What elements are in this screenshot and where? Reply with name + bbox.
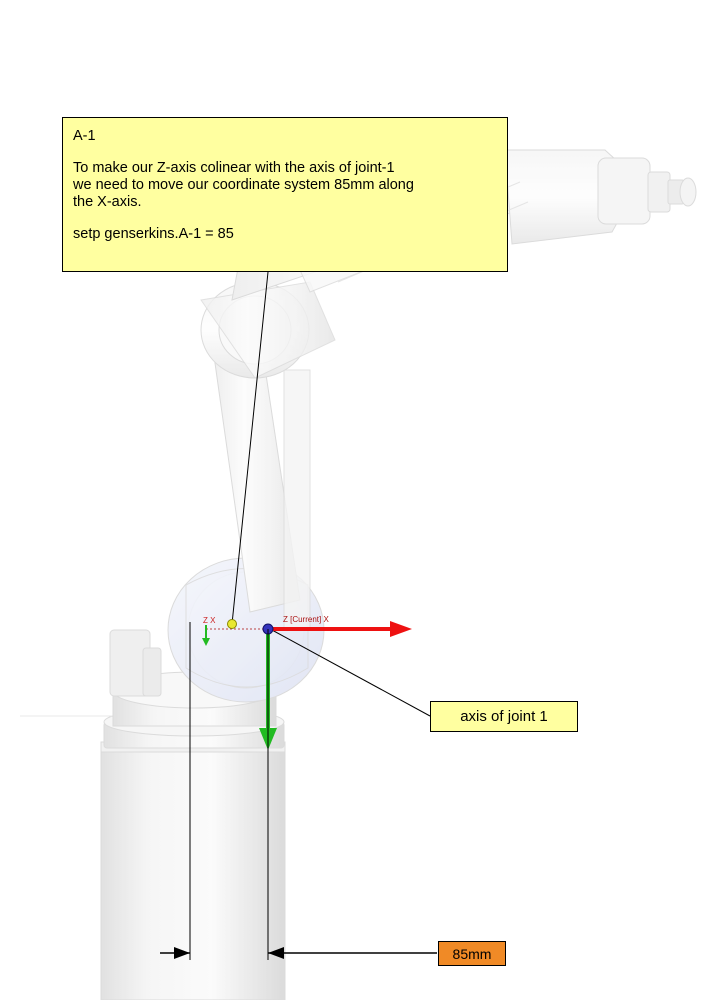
x-axis-label: X (323, 615, 329, 624)
callout-joint-label: axis of joint 1 (460, 708, 548, 725)
dimension-value-badge (438, 941, 506, 966)
origin-axis-label (283, 615, 329, 624)
callout-a1-title: A-1 (73, 128, 96, 144)
callout-a1 (62, 117, 508, 272)
spacer (73, 211, 497, 226)
callout-axis-of-joint-1 (430, 701, 578, 732)
secondary-axis-label: Z X (203, 616, 216, 625)
callout-a1-command: setp genserkins.A-1 = 85 (73, 226, 234, 242)
z-current-label: Z [Current] (283, 615, 322, 624)
callout-a1-text-line3: the X-axis. (73, 194, 142, 210)
spacer (73, 145, 497, 160)
callout-a1-text-line1: To make our Z-axis colinear with the axis of joint-1 (73, 160, 395, 176)
dimension-value-label: 85mm (452, 945, 492, 962)
callout-a1-text-line2: we need to move our coordinate system 85mm along (73, 177, 414, 193)
